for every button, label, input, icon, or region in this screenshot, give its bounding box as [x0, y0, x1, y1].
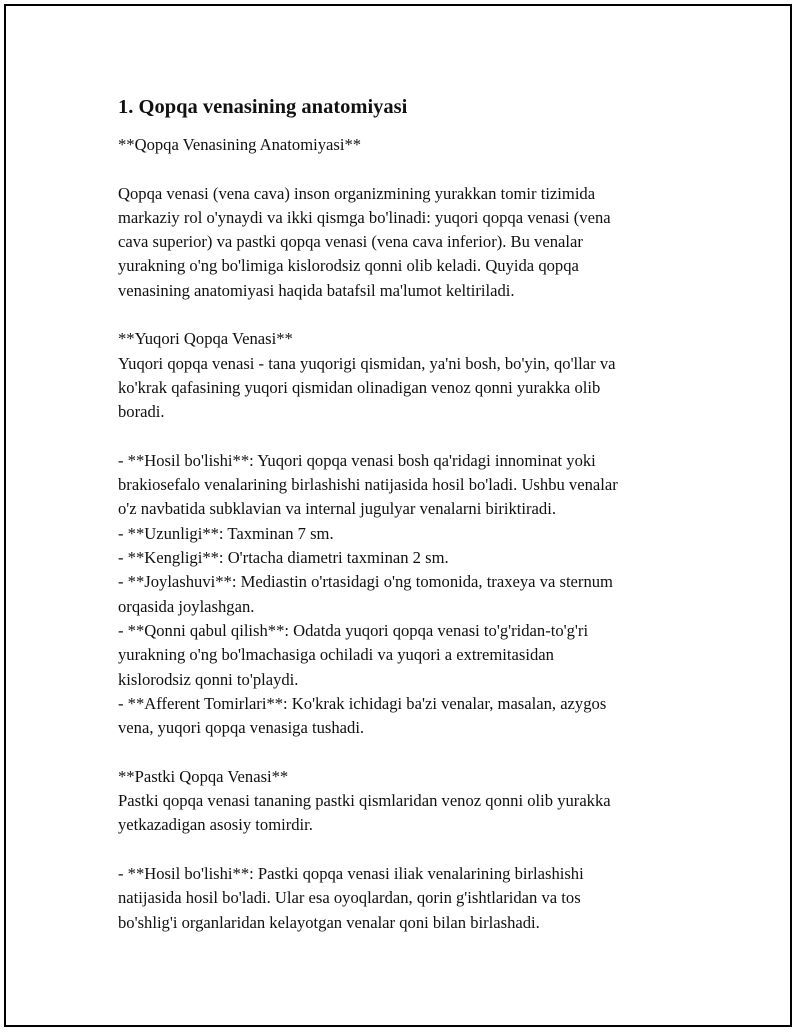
text-line: - **Joylashuvi**: Mediastin o'rtasidagi o'ng tomonida, traxeya va sternum — [118, 572, 613, 592]
text-line: yurakning o'ng bo'limiga kislorodsiz qonni olib keladi. Quyida qopqa — [118, 256, 579, 276]
text-line: vena, yuqori qopqa venasiga tushadi. — [118, 718, 365, 738]
blank-line — [118, 157, 678, 181]
text-line: - **Hosil bo'lishi**: Yuqori qopqa venasi bosh qa'ridagi innominat yoki — [118, 450, 596, 470]
text-line: bo'shlig'i organlaridan kelayotgan venalar qoni bilan birlashadi. — [118, 912, 540, 932]
text-line: boradi. — [118, 402, 165, 422]
text-line: **Pastki Qopqa Venasi** — [118, 766, 289, 786]
document-text — [118, 133, 678, 935]
blank-line — [118, 425, 678, 449]
text-line: Yuqori qopqa venasi - tana yuqorigi qismidan, ya'ni bosh, bo'yin, qo'llar va — [118, 353, 616, 373]
text-line: orqasida joylashgan. — [118, 596, 255, 616]
text-line: yetkazadigan asosiy tomirdir. — [118, 815, 313, 835]
blank-line — [118, 303, 678, 327]
document-heading: 1. Qopqa venasining anatomiyasi — [118, 96, 408, 118]
text-line: - **Uzunligi**: Taxminan 7 sm. — [118, 523, 334, 543]
text-line: o'z navbatida subklavian va internal jugulyar venalarni biriktiradi. — [118, 499, 556, 519]
text-line: - **Qonni qabul qilish**: Odatda yuqori qopqa venasi to'g'ridan-to'g'ri — [118, 620, 589, 640]
text-line: **Yuqori Qopqa Venasi** — [118, 329, 293, 349]
text-line: **Qopqa Venasining Anatomiyasi** — [118, 135, 362, 154]
blank-line — [118, 838, 678, 862]
blank-line — [118, 740, 678, 764]
text-line: ko'krak qafasining yuqori qismidan olinadigan venoz qonni yurakka olib — [118, 377, 601, 397]
text-line: - **Afferent Tomirlari**: Ko'krak ichidagi ba'zi venalar, masalan, azygos — [118, 693, 607, 713]
text-line: Pastki qopqa venasi tananing pastki qismlaridan venoz qonni olib yurakka — [118, 791, 611, 811]
text-line: - **Kengligi**: O'rtacha diametri taxminan 2 sm. — [118, 548, 449, 568]
text-line: markaziy rol o'ynaydi va ikki qismga bo'linadi: yuqori qopqa venasi (vena — [118, 207, 611, 227]
text-line: Qopqa venasi (vena cava) inson organizmining yurakkan tomir tizimida — [118, 183, 596, 203]
text-line: yurakning o'ng bo'lmachasiga ochiladi va yuqori a extremitasidan — [118, 645, 554, 665]
text-line: brakiosefalo venalarining birlashishi natijasida hosil bo'ladi. Ushbu venalar — [118, 475, 618, 495]
text-line: natijasida hosil bo'ladi. Ular esa oyoqlardan, qorin g'ishtlaridan va tos — [118, 888, 581, 908]
document-body — [118, 94, 678, 935]
text-line: kislorodsiz qonni to'playdi. — [118, 669, 299, 689]
text-line: venasining anatomiyasi haqida batafsil ma'lumot keltiriladi. — [118, 280, 515, 300]
text-line: - **Hosil bo'lishi**: Pastki qopqa venasi iliak venalarining birlashishi — [118, 863, 584, 883]
text-line: cava superior) va pastki qopqa venasi (vena cava inferior). Bu venalar — [118, 232, 583, 252]
